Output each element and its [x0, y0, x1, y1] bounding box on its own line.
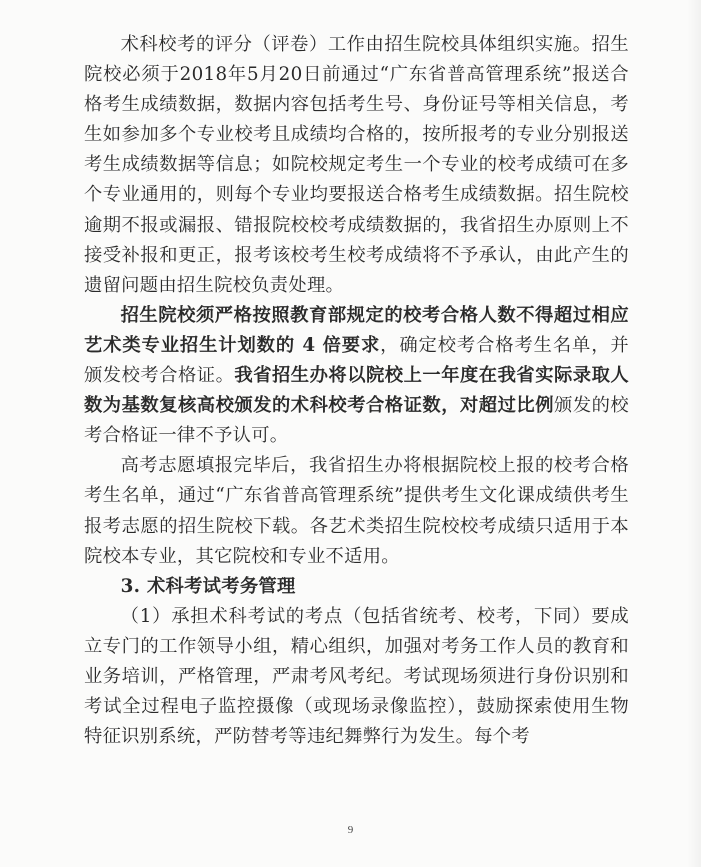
bold-text-review-rule: 我省招生办将以院校上一年度在我省实际录取人数为基数复核高校颁发的术科校考合格证数，对超过比例	[84, 365, 629, 417]
page-number: 9	[347, 824, 354, 836]
section-heading-exam-management: 3. 术科考试考务管理	[120, 575, 296, 597]
paragraph-exam-site-requirements: （1）承担术科考试的考点（包括省统考、校考，下同）要成立专门的工作领导小组，精心组织，加强对考务工作人员的教育和业务培训，严格管理，严肃考风考纪。考试现场须进行身份识别和考试全过程电子监控摄像（或现场录像监控），鼓励探索使用生物特征识别系统，严防替考等违纪舞弊行为发生。每个考	[84, 605, 629, 748]
bold-text-quota-rule: 招生院校须严格按照教育部规定的校考合格人数不得超过相应艺术类专业招生计划数的 4 倍要求	[84, 304, 629, 356]
paragraph-score-reporting: 术科校考的评分（评卷）工作由招生院校具体组织实施。招生院校必须于2018年5月20日前通过“广东省普高管理系统”报送合格考生成绩数据，数据内容包括考生号、身份证号等相关信息，考生如参加多个专业校考且成绩均合格的，按所报考的专业分别报送考生成绩数据等信息；如院校规定考生一个专业的校考成绩可在多个专业通用的，则每个专业均要报送合格考生成绩数据。招生院校逾期不报或漏报、错报院校校考成绩数据的，我省招生办原则上不接受补报和更正，报考该校考生校考成绩将不予承认，由此产生的遗留问题由招生院校负责处理。	[84, 34, 629, 296]
text-issue-certificate: ，确定校考合格考生名单，并颁发校考合格证。	[84, 334, 629, 387]
document-body	[84, 30, 629, 752]
paragraph-qualification-limit	[84, 301, 629, 451]
text-not-recognized: 颁发的校考合格证一律不予认可。	[84, 395, 629, 447]
paragraph-volunteer-filling: 高考志愿填报完毕后，我省招生办将根据院校上报的校考合格考生名单，通过“广东省普高管理系统”提供考生文化课成绩供考生报考志愿的招生院校下载。各艺术类招生院校校考成绩只适用于本院校本专业，其它院校和专业不适用。	[84, 455, 629, 567]
